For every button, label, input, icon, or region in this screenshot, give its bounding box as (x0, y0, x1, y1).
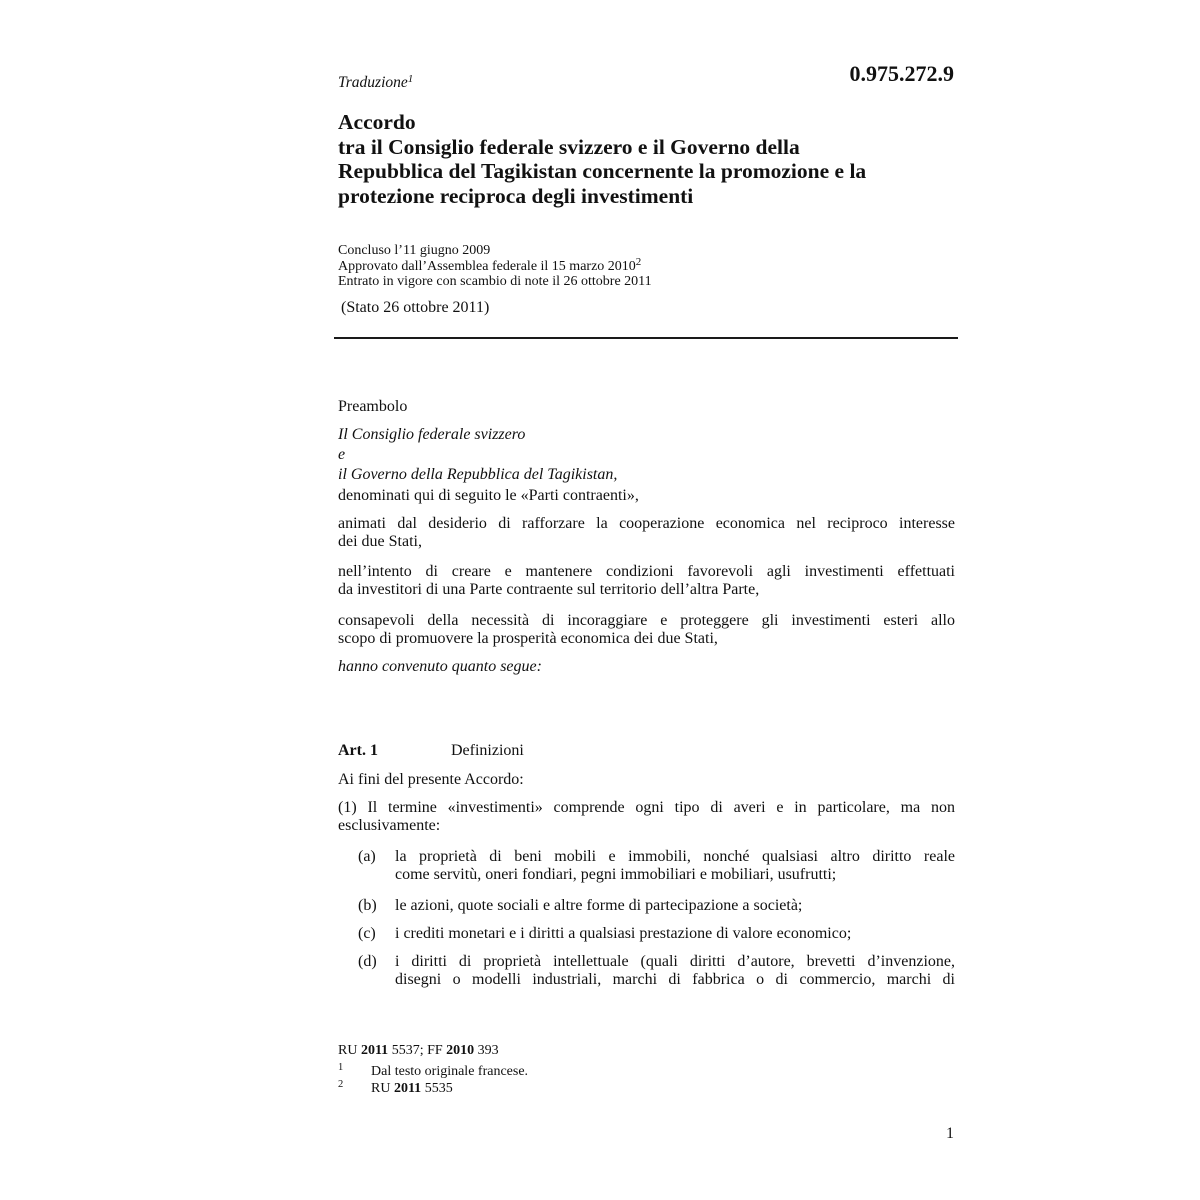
preamble-paragraph: nell’intento di creare e mantenere condizioni favorevoli agli investimenti effettuati da investitori di una Parte contraente sul territorio dell’altra Parte, (338, 563, 955, 598)
sr-number: 0.975.272.9 (849, 61, 954, 86)
article-paragraph: (1) Il termine «investimenti» comprende ogni tipo di averi e in particolare, ma non esclusivamente: (338, 799, 955, 834)
translation-note (338, 74, 413, 92)
status-date: (Stato 26 ottobre 2011) (341, 299, 490, 316)
list-item-letter: (a) (358, 848, 376, 865)
translation-label: Traduzione (338, 74, 408, 91)
article-intro: Ai fini del presente Accordo: (338, 771, 524, 788)
list-item: i diritti di proprietà intellettuale (quali diritti d’autore, brevetti d’invenzione, disegni o modelli industriali, marchi di fabbrica o di commercio, marchi di (395, 953, 955, 988)
footnote-text: Dal testo originale francese. (371, 1064, 529, 1079)
footnote-number: 2 (338, 1079, 344, 1090)
approved-date: Approvato dall’Assemblea federale il 15 marzo 2010$^2$ (338, 255, 642, 274)
list-item: le azioni, quote sociali e altre forme di partecipazione a società; (395, 897, 803, 914)
footnote-ref-2[interactable]: 2 (635, 255, 642, 268)
in-force-date: Entrato in vigore con scambio di note il 26 ottobre 2011 (338, 274, 652, 289)
conjunction: e (338, 446, 346, 463)
list-item-letter: (b) (358, 897, 377, 914)
article-title: Definizioni (451, 742, 524, 759)
party-tajikistan: il Governo della Repubblica del Tagikistan, (338, 466, 618, 483)
footnote-number: 1 (338, 1062, 344, 1073)
title-line: protezione reciproca degli investimenti (338, 183, 694, 208)
parties-definition: denominati qui di seguito le «Parti contraenti», (338, 487, 639, 504)
list-item-letter: (d) (358, 953, 377, 970)
footnote-text: RU 2011 5535 (371, 1081, 453, 1096)
official-reference: RU 2011 5537; FF 2010 393 (338, 1043, 499, 1058)
header-divider (334, 337, 958, 339)
preamble-paragraph: animati dal desiderio di rafforzare la cooperazione economica nel reciproco interesse dei due Stati, (338, 515, 955, 550)
list-item-letter: (c) (358, 925, 376, 942)
title-line: Accordo (338, 110, 416, 134)
party-switzerland: Il Consiglio federale svizzero (338, 426, 526, 443)
preamble-paragraph: consapevoli della necessità di incoraggiare e proteggere gli investimenti esteri allo scopo di promuovere la prosperità economica dei due Stati, (338, 612, 955, 647)
title-line: Repubblica del Tagikistan concernente la promozione e la (338, 159, 867, 183)
footnote-ref-1[interactable]: 1 (407, 73, 414, 85)
concluded-date: Concluso l’11 giugno 2009 (338, 243, 491, 258)
preamble-heading: Preambolo (338, 398, 408, 415)
date-block (338, 243, 652, 290)
list-item: la proprietà di beni mobili e immobili, nonché qualsiasi altro diritto reale come servitù, oneri fondiari, pegni immobiliari e mobiliari, usufrutti; (395, 848, 955, 883)
document-title (338, 110, 978, 208)
agreement-clause: hanno convenuto quanto segue: (338, 658, 542, 675)
page-number: 1 (946, 1125, 954, 1142)
article-number: Art. 1 (338, 742, 378, 759)
title-line: tra il Consiglio federale svizzero e il Governo della (338, 134, 800, 159)
list-item: i crediti monetari e i diritti a qualsiasi prestazione di valore economico; (395, 925, 852, 942)
